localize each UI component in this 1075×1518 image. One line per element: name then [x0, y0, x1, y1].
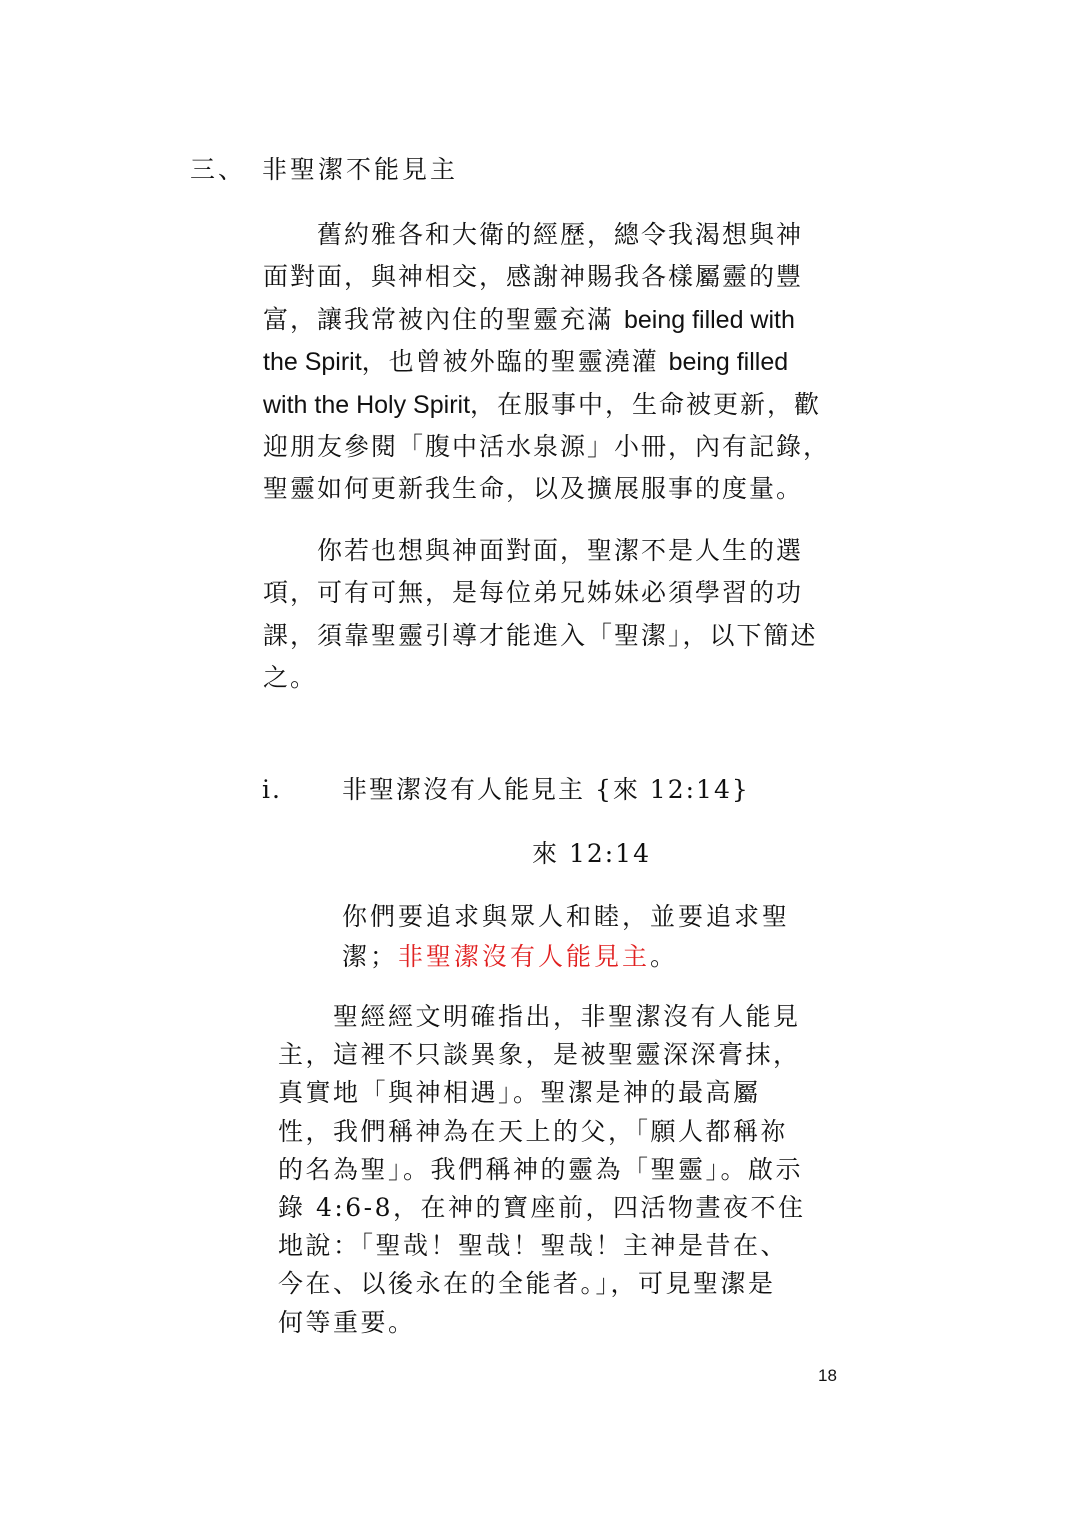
- subsection-number: i.: [262, 775, 282, 804]
- quote-line: 你們要追求與眾人和睦，並要追求聖: [342, 902, 791, 931]
- paragraph-line: 項，可有可無，是每位弟兄姊妹必須學習的功: [263, 578, 804, 608]
- paragraph-line: 性，我們稱神為在天上的父，「願人都稱祢: [278, 1116, 789, 1146]
- paragraph-line: 聖靈如何更新我生命，以及擴展服事的度量。: [263, 474, 804, 504]
- english-term: being filled: [668, 348, 789, 377]
- paragraph-3: [278, 998, 848, 1342]
- paragraph-line: 的名為聖」。我們稱神的靈為「聖靈」。啟示: [278, 1154, 804, 1184]
- paragraph-line: 何等重要。: [278, 1307, 416, 1337]
- paragraph-line: [263, 384, 843, 426]
- text-run: ，也曾被外臨的聖靈澆灌: [361, 347, 669, 377]
- section-title: 非聖潔不能見主: [262, 155, 459, 184]
- subsection-title: 非聖潔沒有人能見主 {來 12:14}: [342, 775, 750, 804]
- paragraph-line: 真實地「與神相遇」。聖潔是神的最高屬: [278, 1078, 761, 1108]
- page-number: 18: [818, 1366, 837, 1385]
- subsection-heading: [262, 770, 750, 806]
- paragraph-line: 地說：「聖哉！聖哉！聖哉！主神是昔在、: [278, 1231, 789, 1261]
- english-term: the Spirit: [263, 348, 362, 377]
- paragraph-line: [263, 299, 843, 341]
- scripture-quote: [342, 897, 842, 977]
- paragraph-line: 之。: [263, 663, 318, 693]
- paragraph-line: 課，須靠聖靈引導才能進入「聖潔」，以下簡述: [263, 620, 818, 650]
- text-run: 。: [650, 942, 679, 971]
- scripture-reference: 來 12:14: [532, 839, 651, 868]
- paragraph-line: [263, 341, 843, 383]
- text-run: 富，讓我常被內住的聖靈充滿: [263, 304, 624, 334]
- paragraph-1: [263, 214, 843, 511]
- paragraph-line: 今在、以後永在的全能者。」，可見聖潔是: [278, 1269, 776, 1299]
- text-run: 潔；: [342, 942, 399, 971]
- paragraph-line: 錄 4:6-8，在神的寶座前，四活物晝夜不住: [278, 1192, 806, 1222]
- text-run: ，在服事中，生命被更新，歡: [470, 389, 822, 419]
- highlighted-text: 非聖潔沒有人能見主: [398, 942, 651, 971]
- paragraph-line: 舊約雅各和大衛的經歷，總令我渴想與神: [263, 220, 804, 249]
- quote-line: [342, 937, 842, 977]
- paragraph-line: 主，這裡不只談異象，是被聖靈深深膏抹，: [278, 1040, 801, 1070]
- english-term: being filled with: [623, 305, 795, 334]
- paragraph-2: [263, 530, 843, 700]
- english-term: with the Holy Spirit: [263, 390, 471, 419]
- section-number: 三、: [190, 155, 247, 184]
- paragraph-line: 面對面，與神相交，感謝神賜我各樣屬靈的豐: [263, 262, 804, 292]
- paragraph-line: 聖經經文明確指出，非聖潔沒有人能見: [278, 1002, 801, 1031]
- paragraph-line: 迎朋友參閱「腹中活水泉源」小冊，內有記錄，: [263, 431, 831, 461]
- section-heading: [190, 150, 458, 186]
- paragraph-line: 你若也想與神面對面，聖潔不是人生的選: [263, 536, 804, 565]
